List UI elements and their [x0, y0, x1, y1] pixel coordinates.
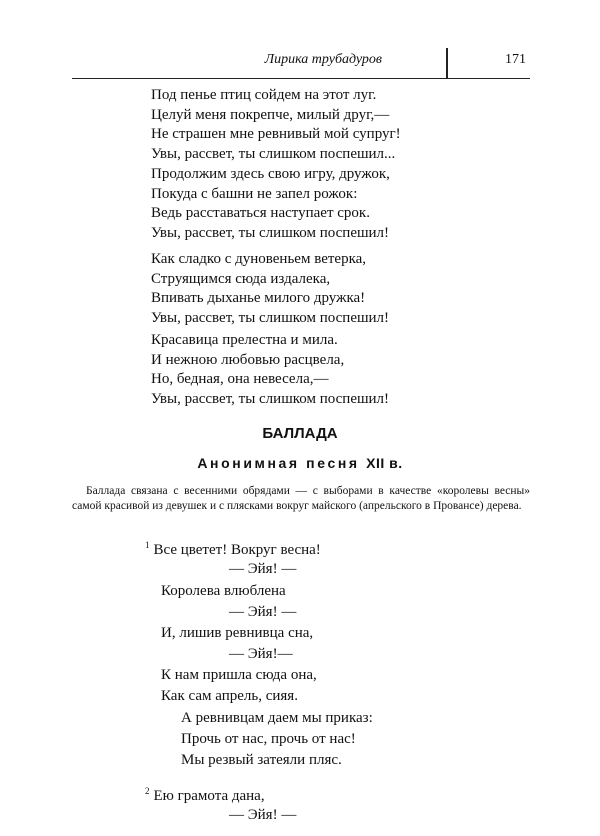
poem-stanza-1	[151, 86, 401, 164]
page-number: 171	[505, 52, 526, 67]
refrain-line: — Эйя! —	[229, 561, 297, 577]
verse-line: $^2$ Ею грамота дана,	[145, 786, 265, 804]
subtitle-century: XII в.	[366, 455, 403, 471]
poem-line: Покуда с башни не запел рожок:	[151, 185, 358, 202]
verse-line: К нам пришла сюда она,	[161, 667, 317, 683]
subtitle-text: Анонимная песня	[197, 455, 367, 471]
stanza-number: 2	[145, 786, 150, 796]
poem-line: И нежною любовью расцвела,	[151, 351, 345, 368]
verse-line: И, лишив ревнивца сна,	[161, 625, 314, 641]
poem-line: Но, бедная, она невесела,—	[151, 371, 329, 388]
ballad-intro: Баллада связана с весенними обрядами — с выборами в качестве «королевы весны» самой красивой из девушек и с плясками вокруг майского (апрельского в Провансе) дерева.	[72, 485, 530, 512]
poem-stanza-3	[151, 250, 389, 328]
poem-line: Продолжим здесь свою игру, дружок,	[151, 166, 390, 182]
running-header	[72, 48, 530, 79]
verse-line: Как сам апрель, сияя.	[161, 688, 298, 704]
poem-line: Как сладко с дуновеньем ветерка,	[151, 251, 367, 267]
poem-line: Красавица прелестна и мила.	[151, 332, 338, 348]
poem-line: Под пенье птиц сойдем на этот луг.	[151, 87, 377, 103]
verse-line: Королева влюблена	[161, 583, 286, 599]
poem-line: Увы, рассвет, ты слишком поспешил...	[151, 145, 396, 162]
header-divider	[446, 48, 448, 78]
verse-line: $^1$ Все цветет! Вокруг весна!	[145, 540, 321, 558]
poem-stanza-4	[151, 331, 389, 409]
refrain-line: — Эйя! —	[229, 604, 297, 620]
verse-line: Мы резвый затеяли пляс.	[181, 752, 342, 768]
poem-line: Струящимся сюда издалека,	[151, 270, 331, 287]
poem-line: Увы, рассвет, ты слишком поспешил!	[151, 224, 390, 241]
poem-line: Ведь расставаться наступает срок.	[151, 205, 370, 222]
ballad-title: БАЛЛАДА	[262, 425, 338, 442]
refrain-line: — Эйя!—	[229, 646, 293, 662]
poem-line: Увы, рассвет, ты слишком поспешил!	[151, 309, 390, 326]
poem-line: Увы, рассвет, ты слишком поспешил!	[151, 390, 390, 407]
refrain-line: — Эйя! —	[229, 807, 297, 823]
running-title: Лирика трубадуров	[264, 52, 382, 67]
stanza-number: 1	[145, 540, 150, 550]
poem-stanza-2	[151, 165, 390, 243]
poem-line: Не страшен мне ревнивый мой супруг!	[151, 126, 401, 143]
verse-line: А ревнивцам даем мы приказ:	[181, 710, 373, 726]
poem-line: Целуй меня покрепче, милый друг,—	[151, 106, 390, 123]
ballad-subtitle	[0, 455, 600, 471]
poem-line: Впивать дыханье милого дружка!	[151, 290, 366, 307]
verse-line: Прочь от нас, прочь от нас!	[181, 731, 356, 747]
